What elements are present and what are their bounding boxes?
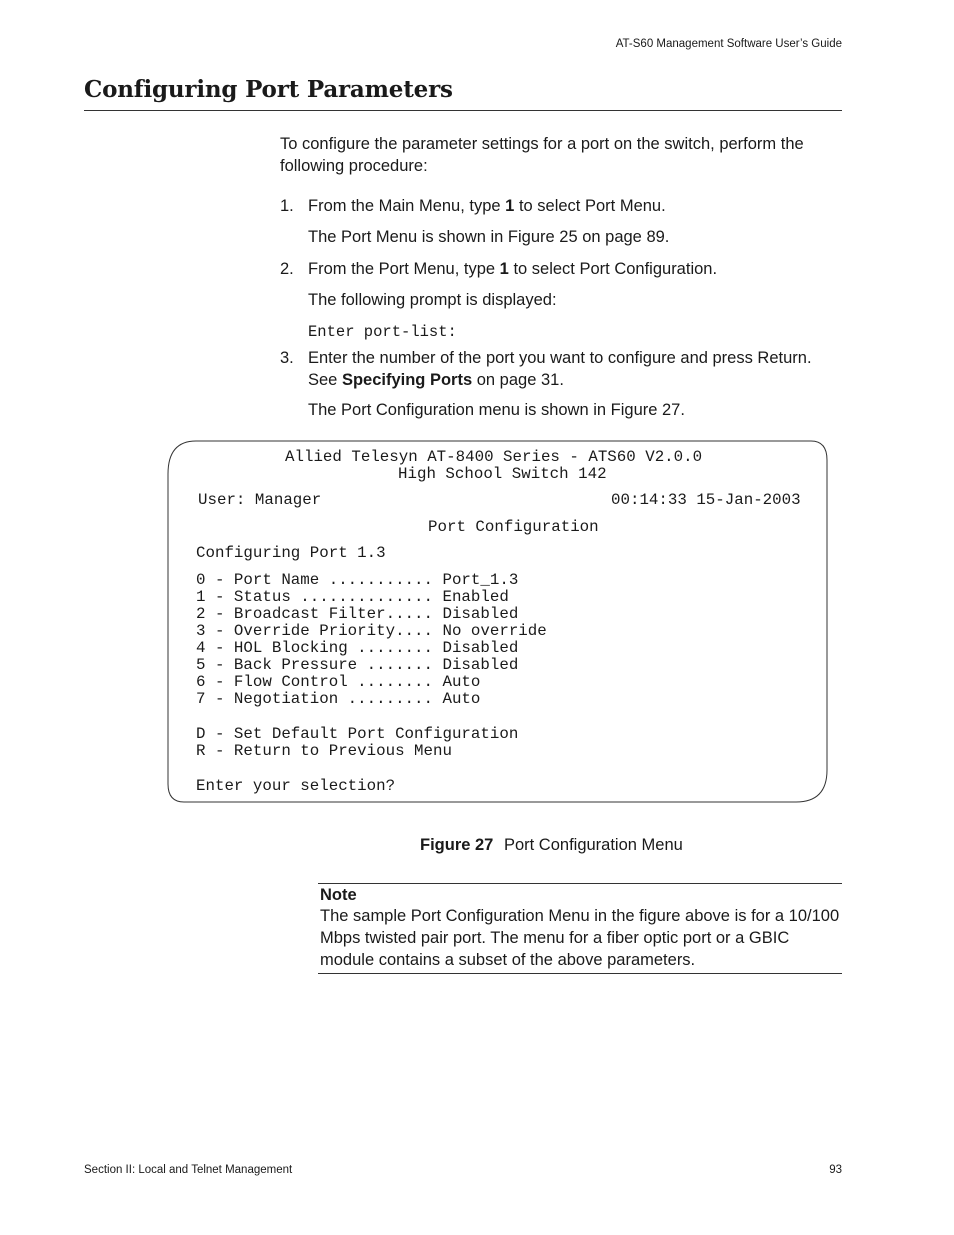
- option-back-pressure[interactable]: 5 - Back Pressure ....... Disabled: [196, 656, 519, 674]
- step-number: 3.: [280, 349, 294, 367]
- note-top-rule: [318, 883, 842, 884]
- title-rule: [84, 110, 842, 111]
- option-hol-blocking[interactable]: 4 - HOL Blocking ........ Disabled: [196, 639, 519, 657]
- option-override-priority[interactable]: 3 - Override Priority.... No override: [196, 622, 547, 640]
- terminal-banner: Allied Telesyn AT-8400 Series - ATS60 V2.0.0: [285, 448, 703, 466]
- intro-paragraph: To configure the parameter settings for a port on the switch, perform the following procedure:: [280, 135, 804, 175]
- note-bottom-rule: [318, 973, 842, 974]
- specifying-ports-link: Specifying Ports: [341, 371, 473, 389]
- step-number: 1.: [280, 197, 294, 215]
- section-title: Configuring Port Parameters: [84, 76, 453, 103]
- footer-section: Section II: Local and Telnet Management: [84, 1164, 293, 1176]
- terminal-commands: [196, 726, 518, 760]
- step-3-result: The Port Configuration menu is shown in Figure 27.: [308, 401, 685, 419]
- step-2-prompt: Enter port-list:: [308, 323, 457, 341]
- option-status[interactable]: 1 - Status .............. Enabled: [196, 588, 509, 606]
- terminal-options: [196, 572, 547, 708]
- note-body: The sample Port Configuration Menu in the figure above is for a 10/100 Mbps twisted pair port. The menu for a fiber optic port or a GBIC module contains a subset of the above parameters.: [320, 907, 840, 969]
- terminal-user: User: Manager: [198, 491, 322, 509]
- option-port-name[interactable]: 0 - Port Name ........... Port_1.3: [196, 571, 519, 589]
- terminal-configuring-port: Configuring Port 1.3: [196, 544, 386, 562]
- terminal-switch-name: High School Switch 142: [398, 465, 607, 483]
- page-number: 93: [829, 1164, 842, 1176]
- option-negotiation[interactable]: 7 - Negotiation ......... Auto: [196, 690, 481, 708]
- terminal-datetime: 00:14:33 15-Jan-2003: [611, 491, 801, 509]
- figure-caption: Figure 27 Port Configuration Menu: [420, 836, 683, 854]
- note-title: Note: [320, 886, 357, 904]
- terminal-screen-title: Port Configuration: [428, 518, 599, 536]
- step-1-result: The Port Menu is shown in Figure 25 on page 89.: [308, 228, 670, 246]
- option-flow-control[interactable]: 6 - Flow Control ........ Auto: [196, 673, 481, 691]
- step-number: 2.: [280, 260, 294, 278]
- terminal-selection-prompt[interactable]: Enter your selection?: [196, 777, 396, 795]
- step-2-text: From the Port Menu, type 1 to select Port Configuration.: [308, 260, 718, 278]
- running-header: AT-S60 Management Software User’s Guide: [615, 38, 842, 50]
- command-set-default[interactable]: D - Set Default Port Configuration: [196, 725, 519, 743]
- step-1-text: From the Main Menu, type 1 to select Port Menu.: [308, 197, 666, 215]
- step-3-text: Enter the number of the port you want to configure and press Return. See Specifying Ports on page 31.: [308, 349, 812, 389]
- option-broadcast-filter[interactable]: 2 - Broadcast Filter..... Disabled: [196, 605, 519, 623]
- step-2-result: The following prompt is displayed:: [308, 291, 557, 309]
- command-return[interactable]: R - Return to Previous Menu: [196, 742, 452, 760]
